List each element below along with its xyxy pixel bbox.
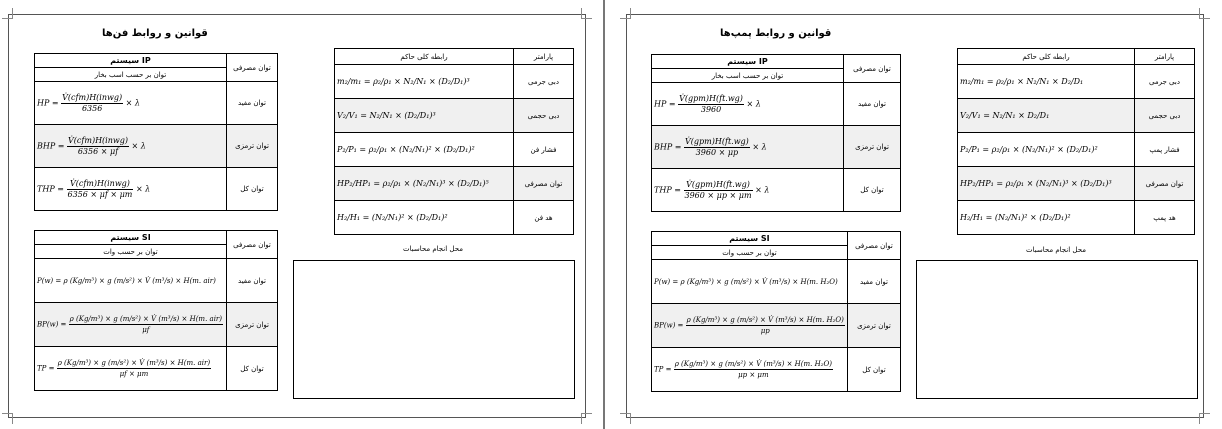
numerator: V̇(gpm)H(ft.wg): [685, 136, 749, 146]
crop-mark: [620, 8, 631, 19]
law-formula: H₂/H₁ = (N₂/N₁)² × (D₂/D₁)²: [958, 201, 1135, 235]
ip-formula: [652, 126, 844, 169]
law-label: دبی حجمی: [514, 99, 574, 133]
calc-area-label: محل انجام محاسبات: [1026, 246, 1086, 254]
law-formula: HP₂/HP₁ = ρ₂/ρ₁ × (N₂/N₁)³ × (D₂/D₁)⁵: [335, 167, 514, 201]
si-formula: [652, 348, 848, 392]
law-label: فشار فن: [514, 133, 574, 167]
page-title: قوانین و روابط فن‌ها: [102, 28, 208, 39]
ip-row-label: توان ترمزی: [227, 125, 278, 168]
relation-header: رابطه کلی حاکم: [335, 49, 514, 65]
formula-tail: × λ: [752, 142, 767, 151]
numerator: ρ (Kg/m³) × g (m/s²) × V̇ (m³/s) × H(m. H₂O): [674, 360, 832, 368]
law-formula: V₂/V₁ = N₂/N₁ × D₂/D₁: [958, 99, 1135, 133]
numerator: V̇(cfm)H(inwg): [67, 179, 134, 190]
law-formula: V₂/V₁ = N₂/N₁ × (D₂/D₁)³: [335, 99, 514, 133]
ip-row-label: توان کل: [844, 169, 901, 212]
relation-header: رابطه کلی حاکم: [958, 49, 1135, 65]
calc-area[interactable]: [916, 260, 1198, 399]
ip-system-table: [34, 53, 278, 211]
denominator: 6356 × μf × μm: [67, 189, 133, 199]
crop-mark: [620, 413, 631, 424]
formula-tail: × λ: [125, 98, 140, 107]
numerator: V̇(gpm)H(ft.wg): [679, 93, 743, 103]
formula-lhs: TP =: [37, 364, 55, 373]
numerator: ρ (Kg/m³) × g (m/s²) × V̇ (m³/s) × H(m. air): [57, 359, 211, 367]
si-unit: توان بر حسب وات: [652, 246, 848, 260]
ip-formula: [35, 168, 227, 211]
fraction: [57, 358, 211, 379]
crop-mark: [2, 413, 13, 424]
law-formula: H₂/H₁ = (N₂/N₁)² × (D₂/D₁)²: [335, 201, 514, 235]
formula-tail: × λ: [135, 184, 151, 193]
fraction: [67, 136, 129, 157]
denominator: μf: [142, 326, 150, 334]
si-row-label: توان کل: [847, 348, 900, 392]
si-formula: [652, 304, 848, 348]
denominator: 3960 × μp × μm: [684, 190, 752, 200]
fraction: [686, 315, 845, 336]
si-system-title: سیستم SI: [35, 231, 227, 245]
ip-row-label: توان ترمزی: [844, 126, 901, 169]
formula-body: ρ (Kg/m³) × g (m/s²) × V̇ (m³/s) × H(m. air): [63, 276, 216, 285]
law-formula: m₂/m₁ = ρ₂/ρ₁ × N₂/N₁ × D₂/D₁: [958, 65, 1135, 99]
page-title: قوانین و روابط پمپ‌ها: [720, 28, 832, 39]
formula-lhs: TP =: [654, 365, 672, 374]
law-formula: m₂/m₁ = ρ₂/ρ₁ × N₂/N₁ × (D₂/D₁)³: [335, 65, 514, 99]
ip-formula: [35, 125, 227, 168]
fraction: [67, 179, 134, 200]
law-label: توان مصرفی: [514, 167, 574, 201]
law-formula: P₂/P₁ = ρ₂/ρ₁ × (N₂/N₁)² × (D₂/D₁)²: [335, 133, 514, 167]
si-row-label: توان مفید: [847, 260, 900, 304]
fraction: [674, 359, 833, 380]
formula-lhs: THP =: [654, 185, 681, 194]
ip-formula: [652, 83, 844, 126]
denominator: 6356 × μf: [77, 146, 119, 156]
crop-mark: [1199, 413, 1210, 424]
ip-row-label: توان مفید: [227, 82, 278, 125]
formula-lhs: BP(w) =: [654, 321, 684, 330]
formula-lhs: THP =: [37, 184, 64, 193]
denominator: 6356: [81, 103, 103, 113]
numerator: V̇(gpm)H(ft.wg): [684, 180, 753, 191]
ip-side-label: توان مصرفی: [227, 54, 278, 82]
fraction: [678, 94, 744, 115]
formula-lhs: P(w) =: [37, 276, 62, 285]
ip-system-title: سیستم IP: [35, 54, 227, 68]
fan-laws-page: [8, 14, 586, 418]
law-label: دبی جرمی: [514, 65, 574, 99]
parameter-header: پارامتر: [514, 49, 574, 65]
formula-lhs: HP =: [37, 98, 59, 107]
formula-lhs: BHP =: [37, 141, 65, 150]
numerator: V̇(cfm)H(inwg): [62, 92, 123, 102]
law-label: دبی حجمی: [1135, 99, 1195, 133]
crop-mark: [2, 8, 13, 19]
si-system-table: [34, 230, 278, 391]
parameter-header: پارامتر: [1135, 49, 1195, 65]
ip-system-table: [651, 54, 901, 212]
laws-table: [957, 48, 1195, 235]
formula-tail: × λ: [755, 185, 770, 194]
denominator: μp × μm: [738, 371, 769, 379]
denominator: μp: [760, 327, 770, 335]
numerator: ρ (Kg/m³) × g (m/s²) × V̇ (m³/s) × H(m. H₂O): [686, 316, 844, 324]
formula-body: ρ (Kg/m³) × g (m/s²) × V̇ (m³/s) × H(m. H₂O): [680, 277, 838, 286]
fraction: [61, 93, 123, 114]
law-label: فشار پمپ: [1135, 133, 1195, 167]
law-label: هد پمپ: [1135, 201, 1195, 235]
si-formula: [652, 260, 848, 304]
si-unit: توان بر حسب وات: [35, 245, 227, 259]
formula-tail: × λ: [746, 99, 761, 108]
crop-mark: [1199, 8, 1210, 19]
ip-formula: [652, 169, 844, 212]
ip-unit: توان بر حسب اسب بخار: [35, 68, 227, 82]
ip-formula: [35, 82, 227, 125]
formula-lhs: HP =: [654, 99, 676, 108]
denominator: 3960 × μp: [695, 147, 739, 157]
numerator: V̇(cfm)H(inwg): [68, 135, 128, 145]
si-row-label: توان مفید: [227, 259, 278, 303]
fraction: [69, 314, 223, 335]
crop-mark: [581, 8, 592, 19]
ip-unit: توان بر حسب اسب بخار: [652, 69, 844, 83]
si-row-label: توان ترمزی: [227, 303, 278, 347]
denominator: 3960: [700, 104, 722, 114]
law-label: دبی جرمی: [1135, 65, 1195, 99]
pump-laws-page: [626, 14, 1204, 418]
calc-area[interactable]: [293, 260, 575, 399]
si-row-label: توان ترمزی: [847, 304, 900, 348]
law-label: هد فن: [514, 201, 574, 235]
si-system-table: [651, 231, 901, 392]
ip-row-label: توان کل: [227, 168, 278, 211]
si-system-title: سیستم SI: [652, 232, 848, 246]
si-formula: [35, 347, 227, 391]
ip-row-label: توان مفید: [844, 83, 901, 126]
si-side-label: توان مصرفی: [847, 232, 900, 260]
formula-lhs: BP(w) =: [37, 320, 67, 329]
si-formula: [35, 303, 227, 347]
numerator: ρ (Kg/m³) × g (m/s²) × V̇ (m³/s) × H(m. air): [69, 315, 223, 323]
denominator: μf × μm: [119, 370, 149, 378]
si-formula: [35, 259, 227, 303]
ip-system-title: سیستم IP: [652, 55, 844, 69]
law-formula: HP₂/HP₁ = ρ₂/ρ₁ × (N₂/N₁)³ × (D₂/D₁)³: [958, 167, 1135, 201]
calc-area-label: محل انجام محاسبات: [403, 245, 463, 253]
law-formula: P₂/P₁ = ρ₂/ρ₁ × (N₂/N₁)² × (D₂/D₁)²: [958, 133, 1135, 167]
formula-lhs: BHP =: [654, 142, 682, 151]
fraction: [684, 137, 750, 158]
si-side-label: توان مصرفی: [227, 231, 278, 259]
page-divider: [603, 0, 605, 429]
crop-mark: [581, 413, 592, 424]
fraction: [684, 180, 753, 201]
formula-tail: × λ: [131, 141, 146, 150]
laws-table: [334, 48, 574, 235]
law-label: توان مصرفی: [1135, 167, 1195, 201]
si-row-label: توان کل: [227, 347, 278, 391]
formula-lhs: P(w) =: [654, 277, 679, 286]
ip-side-label: توان مصرفی: [844, 55, 901, 83]
